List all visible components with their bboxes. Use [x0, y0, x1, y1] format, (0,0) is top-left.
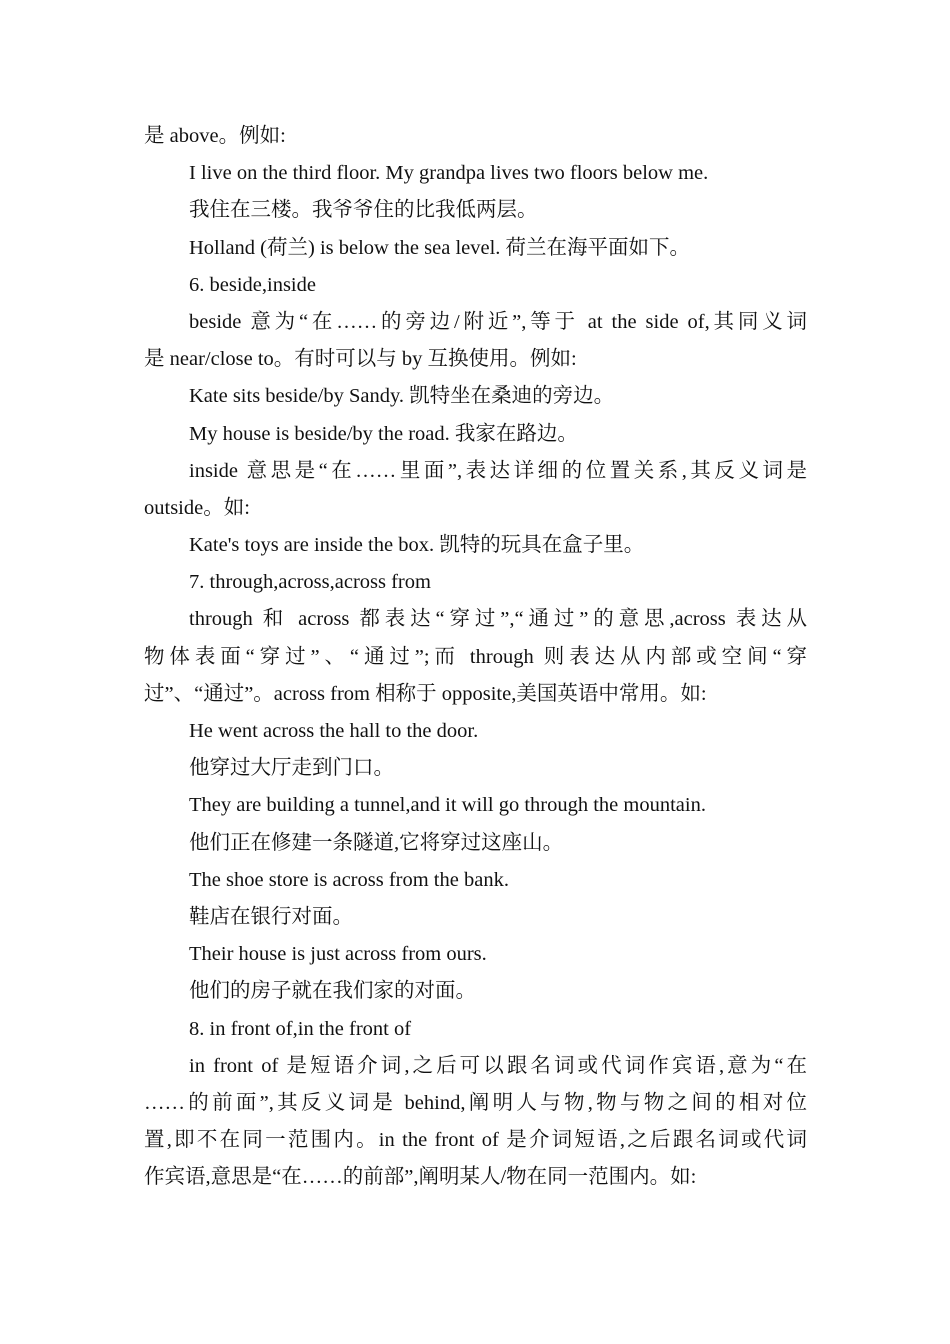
example-translation: 他穿过大厅走到门口。	[189, 757, 394, 780]
paragraph-line: through 和 across 都表达“穿过”,“通过”的意思,across 表达从	[189, 608, 807, 631]
example-translation: 他们正在修建一条隧道,它将穿过这座山。	[189, 831, 564, 854]
example-sentence: The shoe store is across from the bank.	[189, 868, 509, 891]
example-sentence: Kate sits beside/by Sandy. 凯特坐在桑迪的旁边。	[189, 385, 615, 408]
section-heading-6: 6. beside,inside	[189, 273, 316, 296]
example-sentence: Holland (荷兰) is below the sea level. 荷兰在海平面如下。	[189, 236, 691, 259]
paragraph-line: 物体表面“穿过”、“通过”;而 through 则表达从内部或空间“穿	[144, 645, 807, 668]
example-translation: 鞋店在银行对面。	[189, 905, 353, 928]
text-line: 是 above。例如:	[144, 125, 286, 147]
paragraph-line: ……的前面”,其反义词是 behind,阐明人与物,物与物之间的相对位	[144, 1091, 807, 1114]
example-sentence: Their house is just across from ours.	[189, 943, 487, 966]
document-page	[144, 118, 807, 1196]
paragraph-line: 置,即不在同一范围内。in the front of 是介词短语,之后跟名词或代词	[144, 1129, 807, 1152]
example-sentence: He went across the hall to the door.	[189, 720, 479, 742]
paragraph-line: outside。如:	[144, 496, 250, 519]
example-sentence: They are building a tunnel,and it will go through the mountain.	[189, 794, 706, 817]
paragraph-line: 过”、“通过”。across from 相称于 opposite,美国英语中常用。如:	[144, 682, 707, 705]
example-sentence: Kate's toys are inside the box. 凯特的玩具在盒子里。	[189, 534, 645, 557]
example-sentence: I live on the third floor. My grandpa lives two floors below me.	[189, 162, 709, 185]
paragraph-line: inside 意思是“在……里面”,表达详细的位置关系,其反义词是	[189, 459, 807, 482]
paragraph-line: 作宾语,意思是“在……的前部”,阐明某人/物在同一范围内。如:	[144, 1166, 697, 1189]
paragraph-line: in front of 是短语介词,之后可以跟名词或代词作宾语,意为“在	[189, 1054, 807, 1077]
example-translation: 他们的房子就在我们家的对面。	[189, 980, 476, 1003]
example-translation: 我住在三楼。我爷爷住的比我低两层。	[189, 199, 538, 222]
paragraph-line: beside 意为“在……的旁边/附近”,等于 at the side of,其同义词	[189, 310, 807, 333]
paragraph-line: 是 near/close to。有时可以与 by 互换使用。例如:	[144, 348, 577, 371]
section-heading-8: 8. in front of,in the front of	[189, 1017, 412, 1040]
example-sentence: My house is beside/by the road. 我家在路边。	[189, 422, 578, 445]
section-heading-7: 7. through,across,across from	[189, 571, 431, 594]
